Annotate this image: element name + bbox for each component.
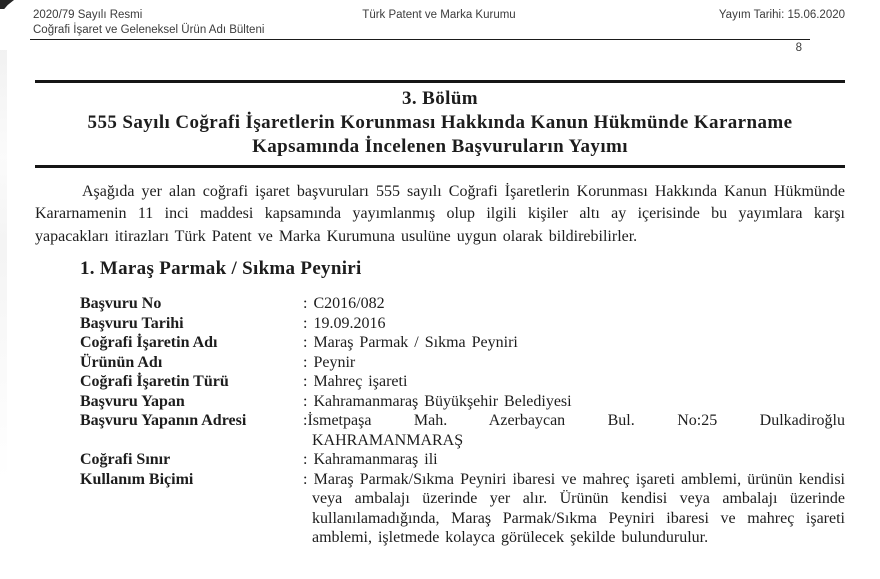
entry-heading: 1. Maraş Parmak / Sıkma Peyniri (80, 258, 362, 280)
field-row (80, 372, 845, 392)
field-row (80, 450, 845, 470)
field-value: : 19.09.2016 (303, 314, 386, 332)
field-value: : Maraş Parmak/Sıkma Peyniri ibaresi ve mahreç işareti amblemi, ürünün kendisi veya ambalajı üzerinde yer alır. Ürünün kendisi veya ambalajı üzerinde kullanılamadığında, Maraş Parmak/Sıkma Peyniri ibaresi ve mahreç işareti amblemi, işletmede kolayca görülecek şekilde bulundurulur. (303, 470, 845, 547)
scan-edge-noise (0, 50, 7, 480)
field-value (303, 411, 845, 450)
bulletin-number: 2020/79 Sayılı Resmi (33, 9, 143, 21)
header-left (33, 8, 304, 38)
intro-paragraph: Aşağıda yer alan coğrafi işaret başvuruları 555 sayılı Coğrafi İşaretlerin Korunması Hakkında Kanun Hükmünde Kararnamenin 11 inci maddesi kapsamında yayımlanmış olup ilgili kişiler altı ay içerisinde bu yayımlara karşı yapacakları itirazları Türk Patent ve Marka Kurumuna usulüne uygun olarak bildirebilirler. (35, 183, 845, 245)
field-label: Başvuru No (80, 295, 162, 313)
field-value: : Maraş Parmak / Sıkma Peyniri (303, 334, 518, 352)
field-row (80, 392, 845, 412)
field-row (80, 314, 845, 334)
field-value-line: KAHRAMANMARAŞ (312, 431, 464, 449)
field-label: Coğrafi İşaretin Adı (80, 334, 218, 352)
field-value: : Kahramanmaraş ili (303, 451, 438, 469)
field-value: : Kahramanmaraş Büyükşehir Belediyesi (303, 392, 572, 410)
field-label: Başvuru Yapan (80, 392, 185, 410)
page-header (0, 0, 880, 38)
header-rule (30, 39, 810, 40)
application-fields (80, 294, 845, 548)
publish-date: Yayım Tarihi: 15.06.2020 (718, 9, 846, 21)
institution-name: Türk Patent ve Marka Kurumu (362, 9, 516, 21)
field-label: Başvuru Tarihi (80, 314, 184, 332)
field-row (80, 294, 845, 314)
page-number: 8 (795, 42, 802, 54)
section-title-block (35, 80, 845, 168)
field-label: Coğrafi İşaretin Türü (80, 373, 229, 391)
field-label: Başvuru Yapanın Adresi (80, 412, 247, 430)
field-row (80, 353, 845, 373)
field-row (80, 333, 845, 353)
field-value: : Peynir (303, 353, 356, 371)
field-label: Kullanım Biçimi (80, 470, 194, 488)
section-title-line2: 555 Sayılı Coğrafi İşaretlerin Korunması Hakkında Kanun Hükmünde Kararname (87, 112, 793, 133)
bulletin-name: Coğrafi İşaret ve Geleneksel Ürün Adı Bülteni (33, 24, 265, 36)
field-value: : C2016/082 (303, 295, 385, 313)
section-title-line3: Kapsamında İncelenen Başvuruların Yayımı (252, 136, 628, 157)
field-label: Coğrafi Sınır (80, 451, 171, 469)
field-row (80, 411, 845, 450)
field-value-line: :İsmetpaşa Mah. Azerbaycan Bul. No:25 Dulkadiroğlu (303, 412, 845, 430)
field-label: Ürünün Adı (80, 353, 163, 371)
field-value: : Mahreç işareti (303, 373, 408, 391)
field-row (80, 470, 845, 548)
section-title-line1: 3. Bölüm (401, 88, 479, 109)
